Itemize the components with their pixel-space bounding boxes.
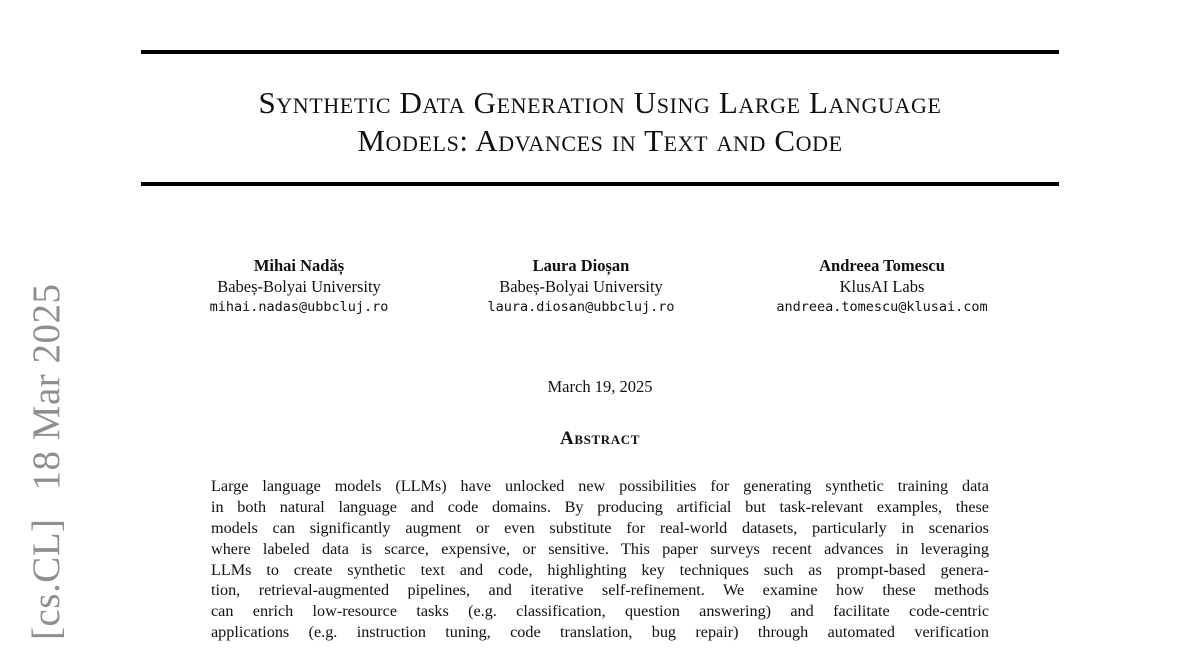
abstract-line: LLMs to create synthetic text and code, highlighting key techniques such as prompt-based genera- bbox=[211, 560, 989, 579]
abstract-heading: Abstract bbox=[560, 428, 640, 449]
author-block bbox=[0, 256, 1200, 326]
author-email: mihai.nadas@ubbcluj.ro bbox=[209, 299, 389, 315]
arxiv-date: 18 Mar 2025 bbox=[24, 283, 68, 491]
abstract-body bbox=[211, 476, 989, 643]
abstract-line: in both natural language and code domains. By producing artificial but task-relevant examples, these bbox=[211, 497, 989, 516]
abstract-line: Large language models (LLMs) have unlocked new possibilities for generating synthetic training data bbox=[211, 477, 989, 495]
author-email: andreea.tomescu@klusai.com bbox=[776, 299, 988, 315]
arxiv-side-stamp bbox=[22, 283, 70, 648]
author-1 bbox=[139, 256, 459, 318]
title-line-1: Synthetic Data Generation Using Large Language bbox=[258, 85, 942, 120]
abstract-line: where labeled data is scarce, expensive, or sensitive. This paper surveys recent advances in leveraging bbox=[211, 539, 989, 558]
author-name: Laura Dioșan bbox=[532, 256, 630, 275]
abstract-line: models can significantly augment or even substitute for real-world datasets, particularly in scenarios bbox=[211, 518, 989, 537]
title-line-2: Models: Advances in Text and Code bbox=[357, 123, 843, 158]
title-top-rule bbox=[141, 50, 1059, 54]
author-affiliation: KlusAI Labs bbox=[839, 277, 925, 296]
abstract-line: applications (e.g. instruction tuning, code translation, bug repair) through automated verification bbox=[211, 623, 989, 642]
author-affiliation: Babeș-Bolyai University bbox=[499, 277, 663, 296]
author-3 bbox=[722, 256, 1042, 318]
arxiv-category: [cs.CL] bbox=[24, 518, 68, 640]
author-2 bbox=[421, 256, 741, 318]
author-name: Andreea Tomescu bbox=[819, 256, 945, 275]
paper-title bbox=[141, 84, 1059, 160]
author-affiliation: Babeș-Bolyai University bbox=[217, 277, 381, 296]
author-email: laura.diosan@ubbcluj.ro bbox=[487, 299, 675, 315]
author-name: Mihai Nadăș bbox=[253, 256, 345, 275]
abstract-line: tion, retrieval-augmented pipelines, and iterative self-refinement. We examine how these methods bbox=[211, 581, 989, 600]
title-bottom-rule bbox=[141, 182, 1059, 186]
abstract-line: can enrich low-resource tasks (e.g. classification, question answering) and facilitate code-centric bbox=[211, 602, 989, 621]
paper-date: March 19, 2025 bbox=[547, 377, 653, 396]
